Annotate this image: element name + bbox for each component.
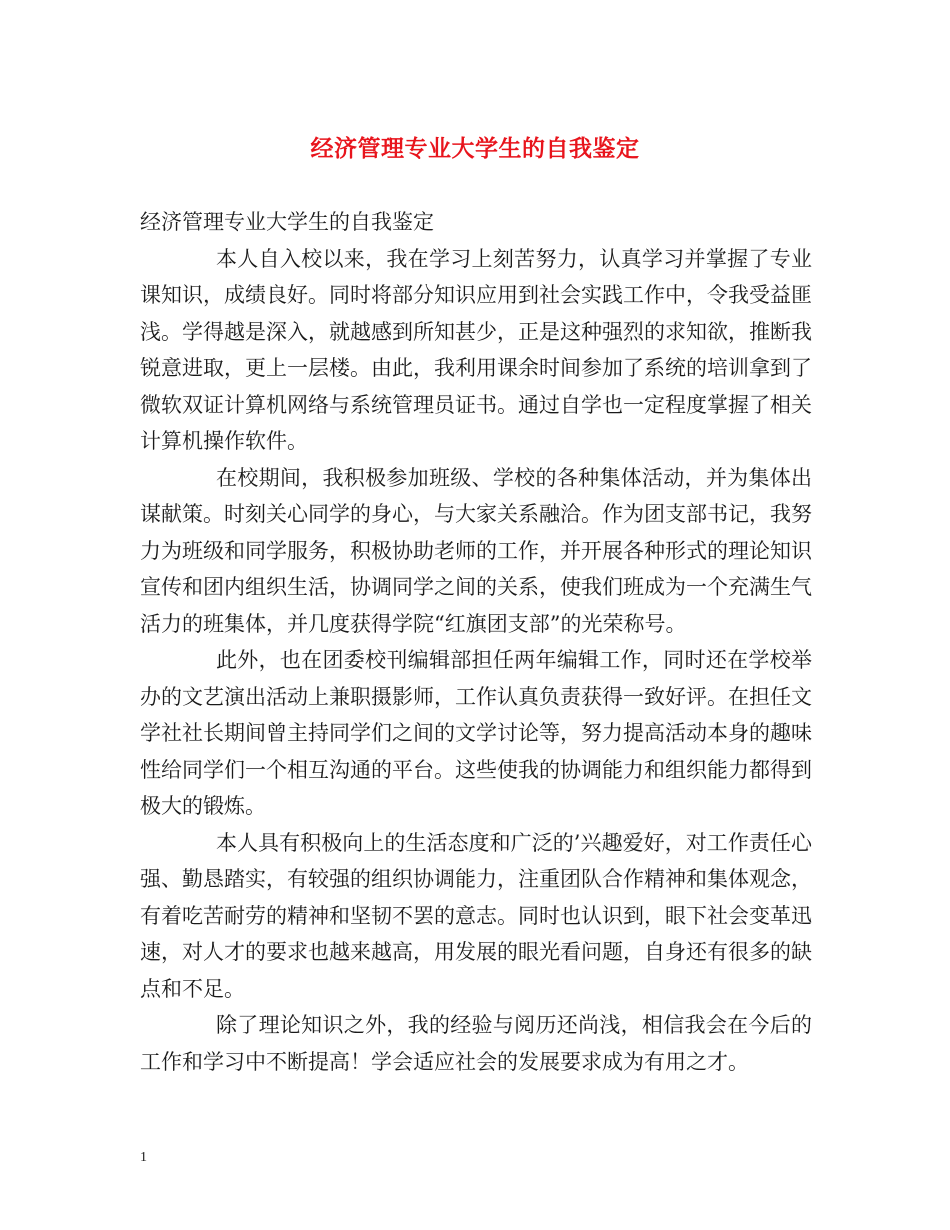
paragraph-study: 本人自入校以来，我在学习上刻苦努力，认真学习并掌握了专业课知识，成绩良好。同时将部分知识应用到社会实践工作中，令我受益匪浅。学得越是深入，就越感到所知甚少，正是这种强烈的求知欲，推断我锐意进取，更上一层楼。由此，我利用课余时间参加了系统的培训拿到了微软双证计算机网络与系统管理员证书。通过自学也一定程度掌握了相关计算机操作软件。 <box>140 246 812 453</box>
page-number: 1 <box>140 1150 147 1165</box>
paragraph-personal-qualities: 本人具有积极向上的生活态度和广泛的’兴趣爱好，对工作责任心强、勤恳踏实，有较强的组织协调能力，注重团队合作精神和集体观念，有着吃苦耐劳的精神和坚韧不罢的意志。同时也认识到，眼下社会变革迅速，对人才的要求也越来越高，用发展的眼光看问题，自身还有很多的缺点和不足。 <box>140 830 812 1001</box>
document-subtitle: 经济管理专业大学生的自我鉴定 <box>140 210 434 234</box>
document-title: 经济管理专业大学生的自我鉴定 <box>310 135 640 162</box>
paragraph-campus-activities: 在校期间，我积极参加班级、学校的各种集体活动，并为集体出谋献策。时刻关心同学的身心，与大家关系融洽。作为团支部书记，我努力为班级和同学服务，积极协助老师的工作，并开展各种形式的理论知识宣传和团内组织生活，协调同学之间的关系，使我们班成为一个充满生气活力的班集体，并几度获得学院“红旗团支部”的光荣称号。 <box>140 465 812 636</box>
paragraph-conclusion: 除了理论知识之外，我的经验与阅历还尚浅，相信我会在今后的工作和学习中不断提高！学会适应社会的发展要求成为有用之才。 <box>140 1013 812 1074</box>
paragraph-editorial-work: 此外，也在团委校刊编辑部担任两年编辑工作，同时还在学校举办的文艺演出活动上兼职摄影师，工作认真负责获得一致好评。在担任文学社社长期间曾主持同学们之间的文学讨论等，努力提高活动本身的趣味性给同学们一个相互沟通的平台。这些使我的协调能力和组织能力都得到极大的锻炼。 <box>140 648 812 818</box>
document-body <box>140 204 812 1080</box>
